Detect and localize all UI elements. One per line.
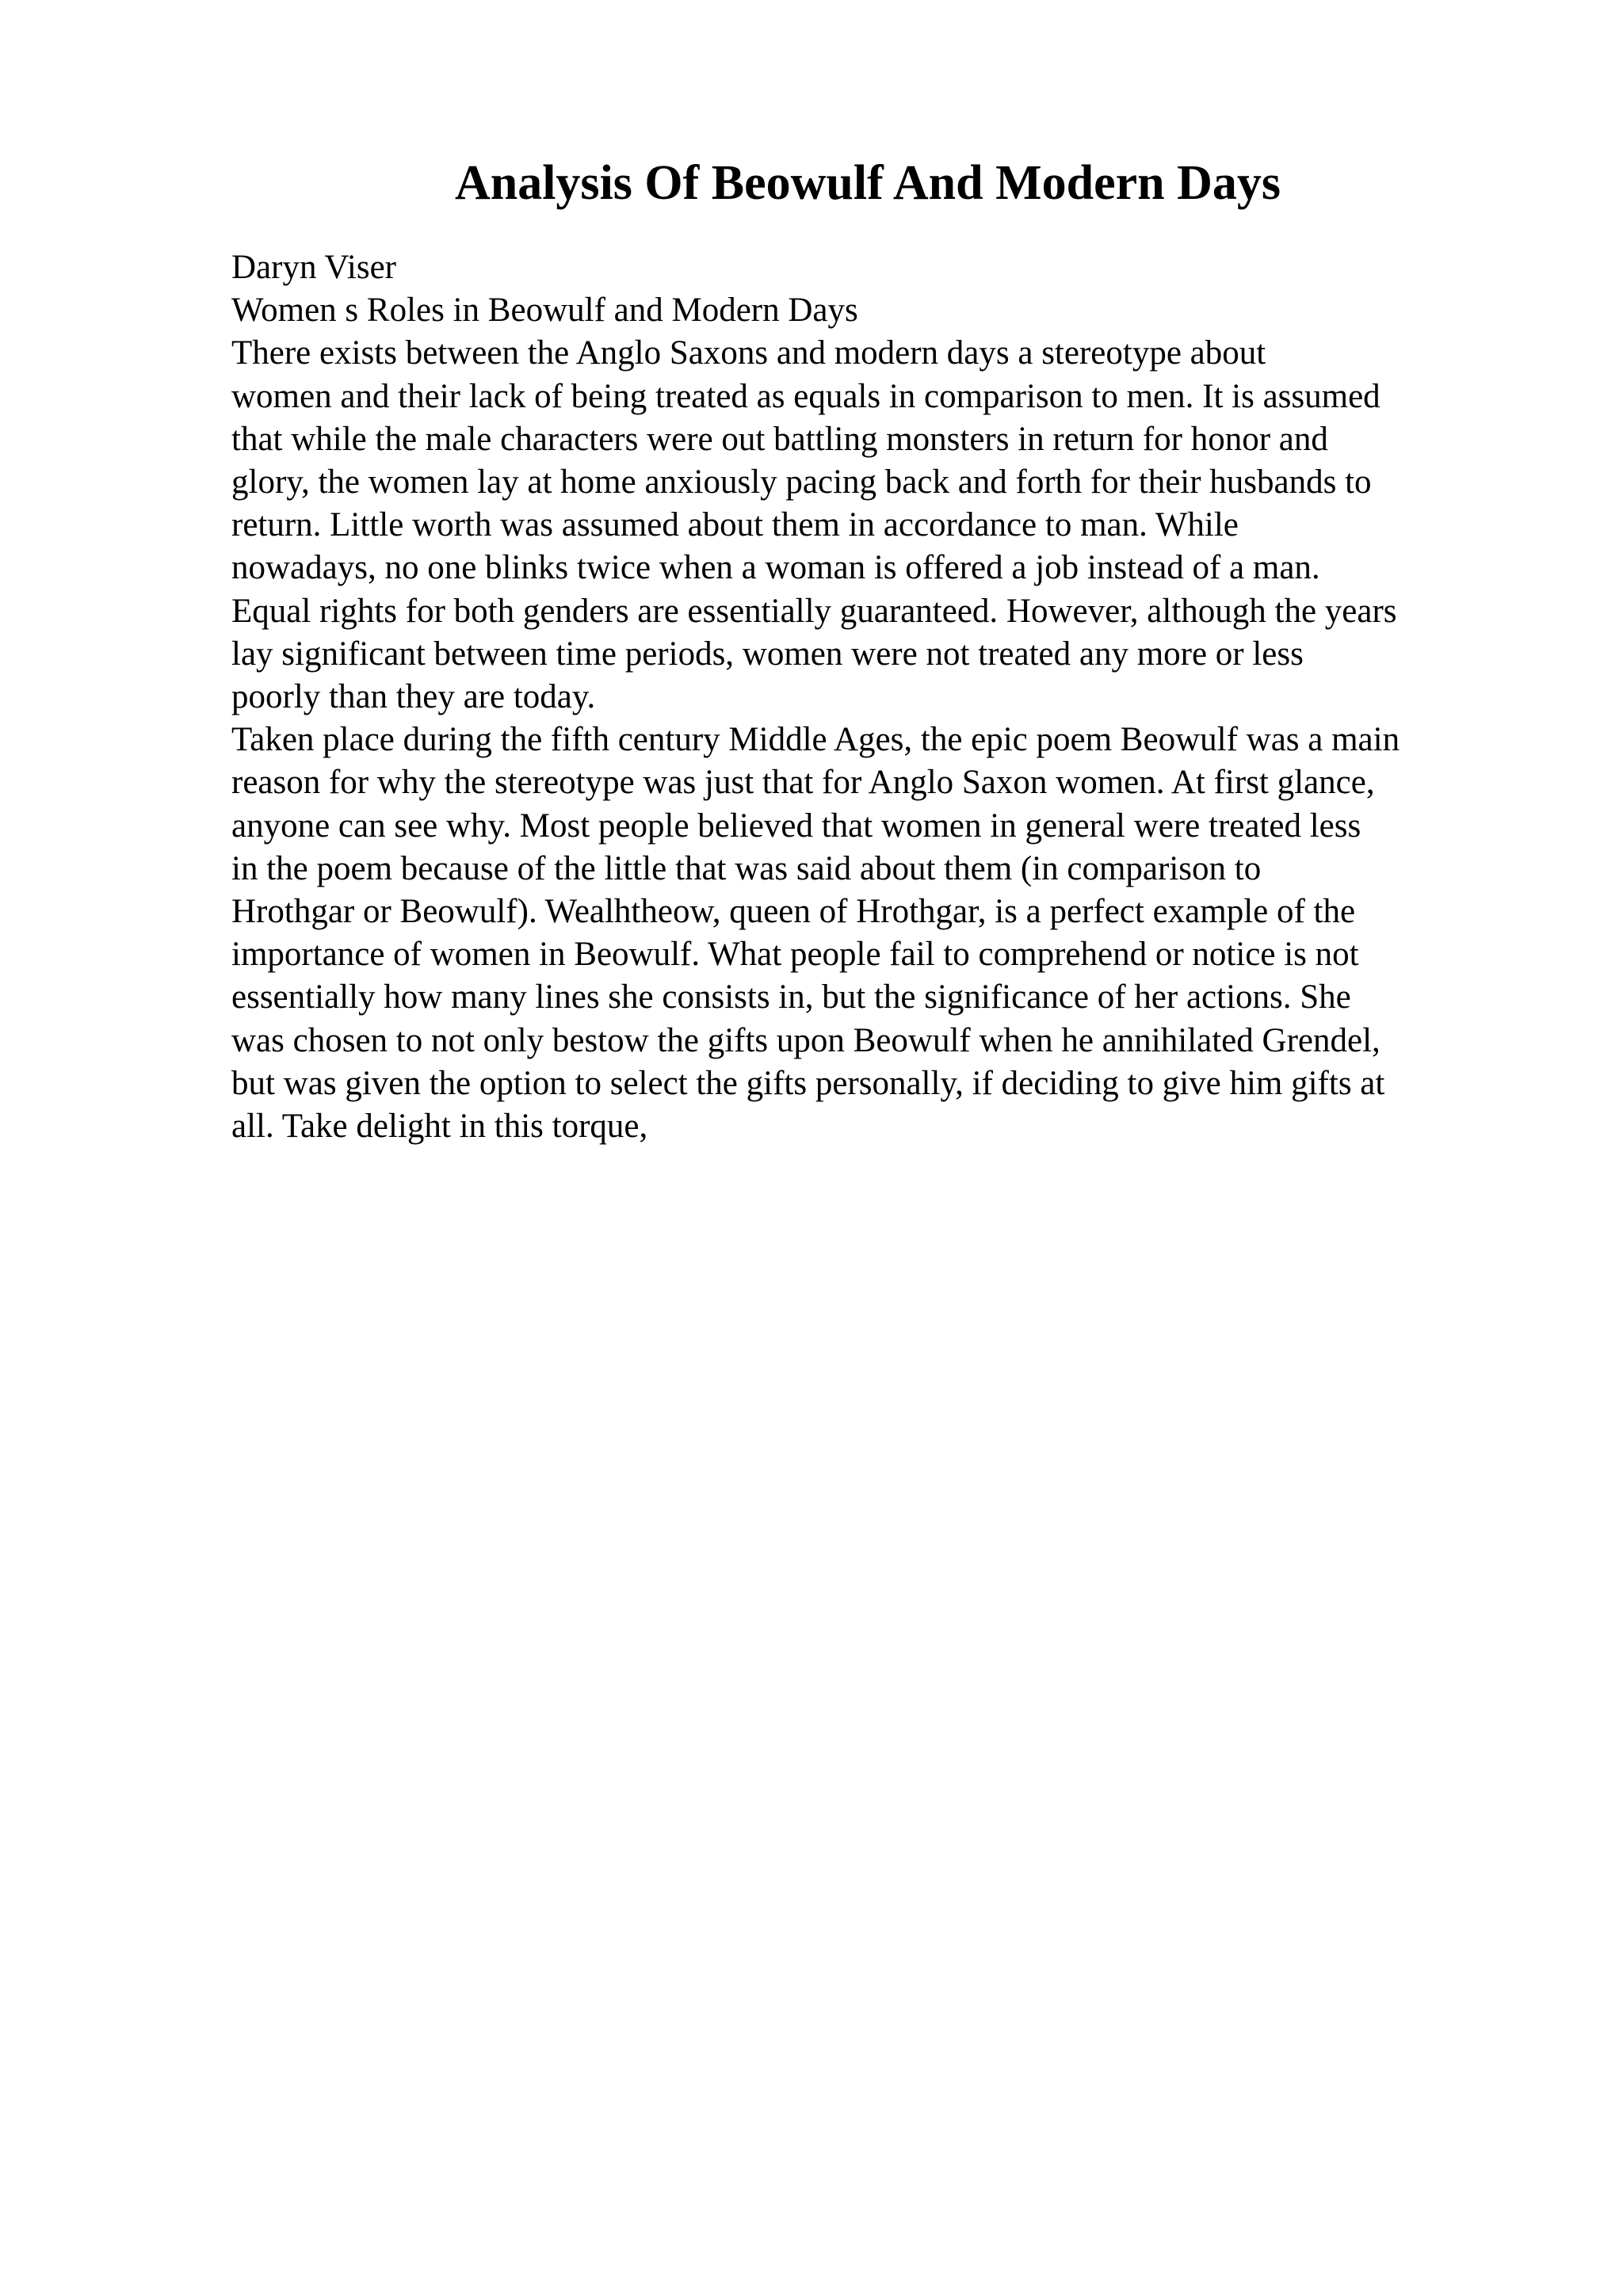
paragraph-2-line-8: was chosen to not only bestow the gifts upon Beowulf when he annihilated Grendel, — [231, 1021, 1381, 1059]
paragraph-1-line-3: that while the male characters were out battling monsters in return for honor and — [231, 420, 1328, 458]
essay-subtitle-line: Women s Roles in Beowulf and Modern Days — [231, 292, 858, 330]
paragraph-1-line-1: There exists between the Anglo Saxons and modern days a stereotype about — [231, 334, 1266, 372]
paragraph-1-line-2: women and their lack of being treated as equals in comparison to men. It is assumed — [231, 377, 1381, 415]
paragraph-2-line-7: essentially how many lines she consists in, but the significance of her actions. She — [231, 978, 1351, 1016]
paragraph-2-line-10: all. Take delight in this torque, — [231, 1108, 648, 1146]
paragraph-2-line-6: importance of women in Beowulf. What people fail to comprehend or notice is not — [231, 936, 1359, 974]
paragraph-1-line-8: lay significant between time periods, women were not treated any more or less — [231, 635, 1304, 673]
paragraph-1-line-5: return. Little worth was assumed about them in accordance to man. While — [231, 506, 1239, 544]
paragraph-2-line-3: anyone can see why. Most people believed that women in general were treated less — [231, 807, 1361, 845]
paragraph-2-line-9: but was given the option to select the gifts personally, if deciding to give him gifts at — [231, 1064, 1385, 1102]
paragraph-1-line-4: glory, the women lay at home anxiously pacing back and forth for their husbands to — [231, 463, 1372, 502]
paragraph-1-line-9: poorly than they are today. — [231, 678, 596, 716]
paragraph-2-line-2: reason for why the stereotype was just that for Anglo Saxon women. At first glance, — [231, 764, 1375, 802]
paragraph-1-line-7: Equal rights for both genders are essentially guaranteed. However, although the years — [231, 592, 1397, 630]
paragraph-1-line-6: nowadays, no one blinks twice when a woman is offered a job instead of a man. — [231, 549, 1320, 587]
paragraph-2-line-4: in the poem because of the little that was said about them (in comparison to — [231, 849, 1262, 887]
document-title: Analysis Of Beowulf And Modern Days — [454, 156, 1281, 210]
document-body — [231, 246, 1610, 1148]
paragraph-2-line-5: Hrothgar or Beowulf). Wealhtheow, queen of Hrothgar, is a perfect example of the — [231, 893, 1356, 931]
author-line: Daryn Viser — [231, 249, 396, 286]
paragraph-2-line-1: Taken place during the fifth century Middle Ages, the epic poem Beowulf was a main — [231, 721, 1400, 759]
